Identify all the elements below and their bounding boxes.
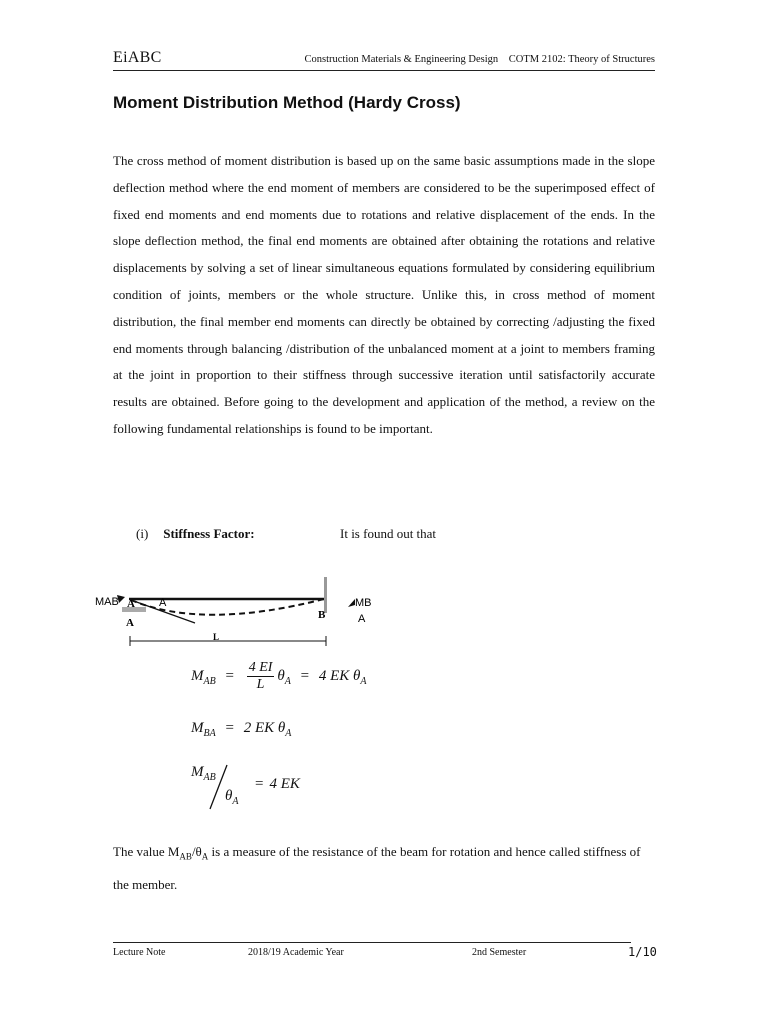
eq3-den-theta: θ — [225, 788, 233, 804]
eq2-rhs-sub: A — [285, 728, 292, 739]
section-heading: Stiffness Factor: — [163, 526, 255, 541]
eq2-equals: = — [225, 720, 234, 736]
eq1-rhs-sub: A — [360, 675, 367, 687]
fixed-support-b — [324, 577, 327, 613]
eq3-den-sub: A — [232, 796, 239, 807]
conclusion-sub2: A — [201, 851, 209, 862]
footer-semester: 2nd Semester — [472, 947, 527, 958]
eq3-num-m: M — [191, 764, 204, 780]
eq1-equals-2: = — [300, 667, 310, 684]
eq2-rhs: 2 EK θ — [243, 720, 286, 736]
eq3-rhs-group — [249, 776, 300, 793]
eq1-denominator: L — [256, 677, 265, 692]
label-a-bottom: A — [126, 617, 134, 629]
eq1-numerator: 4 EI — [248, 660, 273, 675]
page-number: 1/10 — [628, 945, 657, 959]
section-text: It is found out that — [340, 526, 437, 541]
conclusion-part2: /θ — [191, 844, 202, 859]
eq1-rhs: 4 EK θ — [318, 667, 361, 684]
eq3-denominator — [225, 788, 238, 807]
conclusion-sub1: AB — [179, 851, 192, 862]
eq3-rhs: 4 EK — [269, 776, 300, 792]
section-number: (i) — [136, 526, 149, 541]
page-footer — [113, 942, 631, 963]
eq2-lhs: M — [191, 720, 204, 736]
eq3-equals: = — [255, 776, 264, 792]
footer-lecture-note: Lecture Note — [113, 947, 166, 958]
equation-stiffness — [191, 764, 331, 814]
label-mb: MB — [355, 597, 372, 609]
beam-diagram — [93, 575, 393, 650]
label-b: B — [318, 609, 326, 621]
equation-mba — [191, 720, 291, 739]
eq1-lhs: M — [191, 667, 204, 684]
header-course: COTM 2102: Theory of Structures — [508, 54, 655, 65]
page-header — [113, 48, 655, 71]
eq1-theta: θ — [277, 667, 285, 684]
conclusion-paragraph — [113, 838, 655, 898]
eq1-fraction — [247, 660, 275, 693]
header-course-info — [305, 54, 655, 65]
equation-mab — [191, 660, 367, 693]
eq1-theta-sub: A — [284, 675, 291, 687]
header-department: Construction Materials & Engineering Design — [304, 54, 499, 65]
conclusion-part1: The value M — [113, 844, 180, 859]
eq3-num-sub: AB — [203, 772, 216, 783]
page-title: Moment Distribution Method (Hardy Cross) — [113, 93, 461, 112]
label-length: L — [213, 632, 220, 642]
label-mab: MAB — [95, 596, 119, 608]
eq2-lhs-sub: BA — [203, 728, 216, 739]
label-a-right: A — [358, 613, 366, 625]
moment-arrow-b — [348, 599, 355, 607]
eq1-lhs-sub: AB — [203, 675, 216, 687]
institution-logo: EiABC — [113, 49, 162, 66]
eq1-equals: = — [225, 667, 234, 684]
intro-paragraph: The cross method of moment distribution is based up on the same basic assumptions made in the slope deflection method where the end moment of members are considered to be the superimposed effect of fixed end moments and end moments due to rotations and relative displacement of the ends. In the slope deflection method, the final end moments are obtained after obtaining the rotations and relative displacements by solving a set of linear simultaneous equations formulated by considering equilibrium condition of joints, members or the whole structure. Unlike this, in cross method of moment distribution, the final member end moments can directly be obtained by correcting /adjusting the fixed end moments through balancing /distribution of the unbalanced moment at a joint to members framing at the joint in proportion to their stiffness through successive iteration until satisfactorily accurate results are obtained. Before going to the development and application of the method, a review on the following fundamental relationships is found to be important. — [113, 153, 655, 436]
section-stiffness-factor — [136, 526, 437, 542]
label-a-joint: A — [127, 598, 135, 610]
footer-academic-year: 2018/19 Academic Year — [248, 947, 344, 958]
label-a-mid: A — [159, 597, 167, 609]
conclusion-part3: is a measure of the resistance of the beam for rotation and hence called stiffness of the member. — [113, 844, 641, 892]
